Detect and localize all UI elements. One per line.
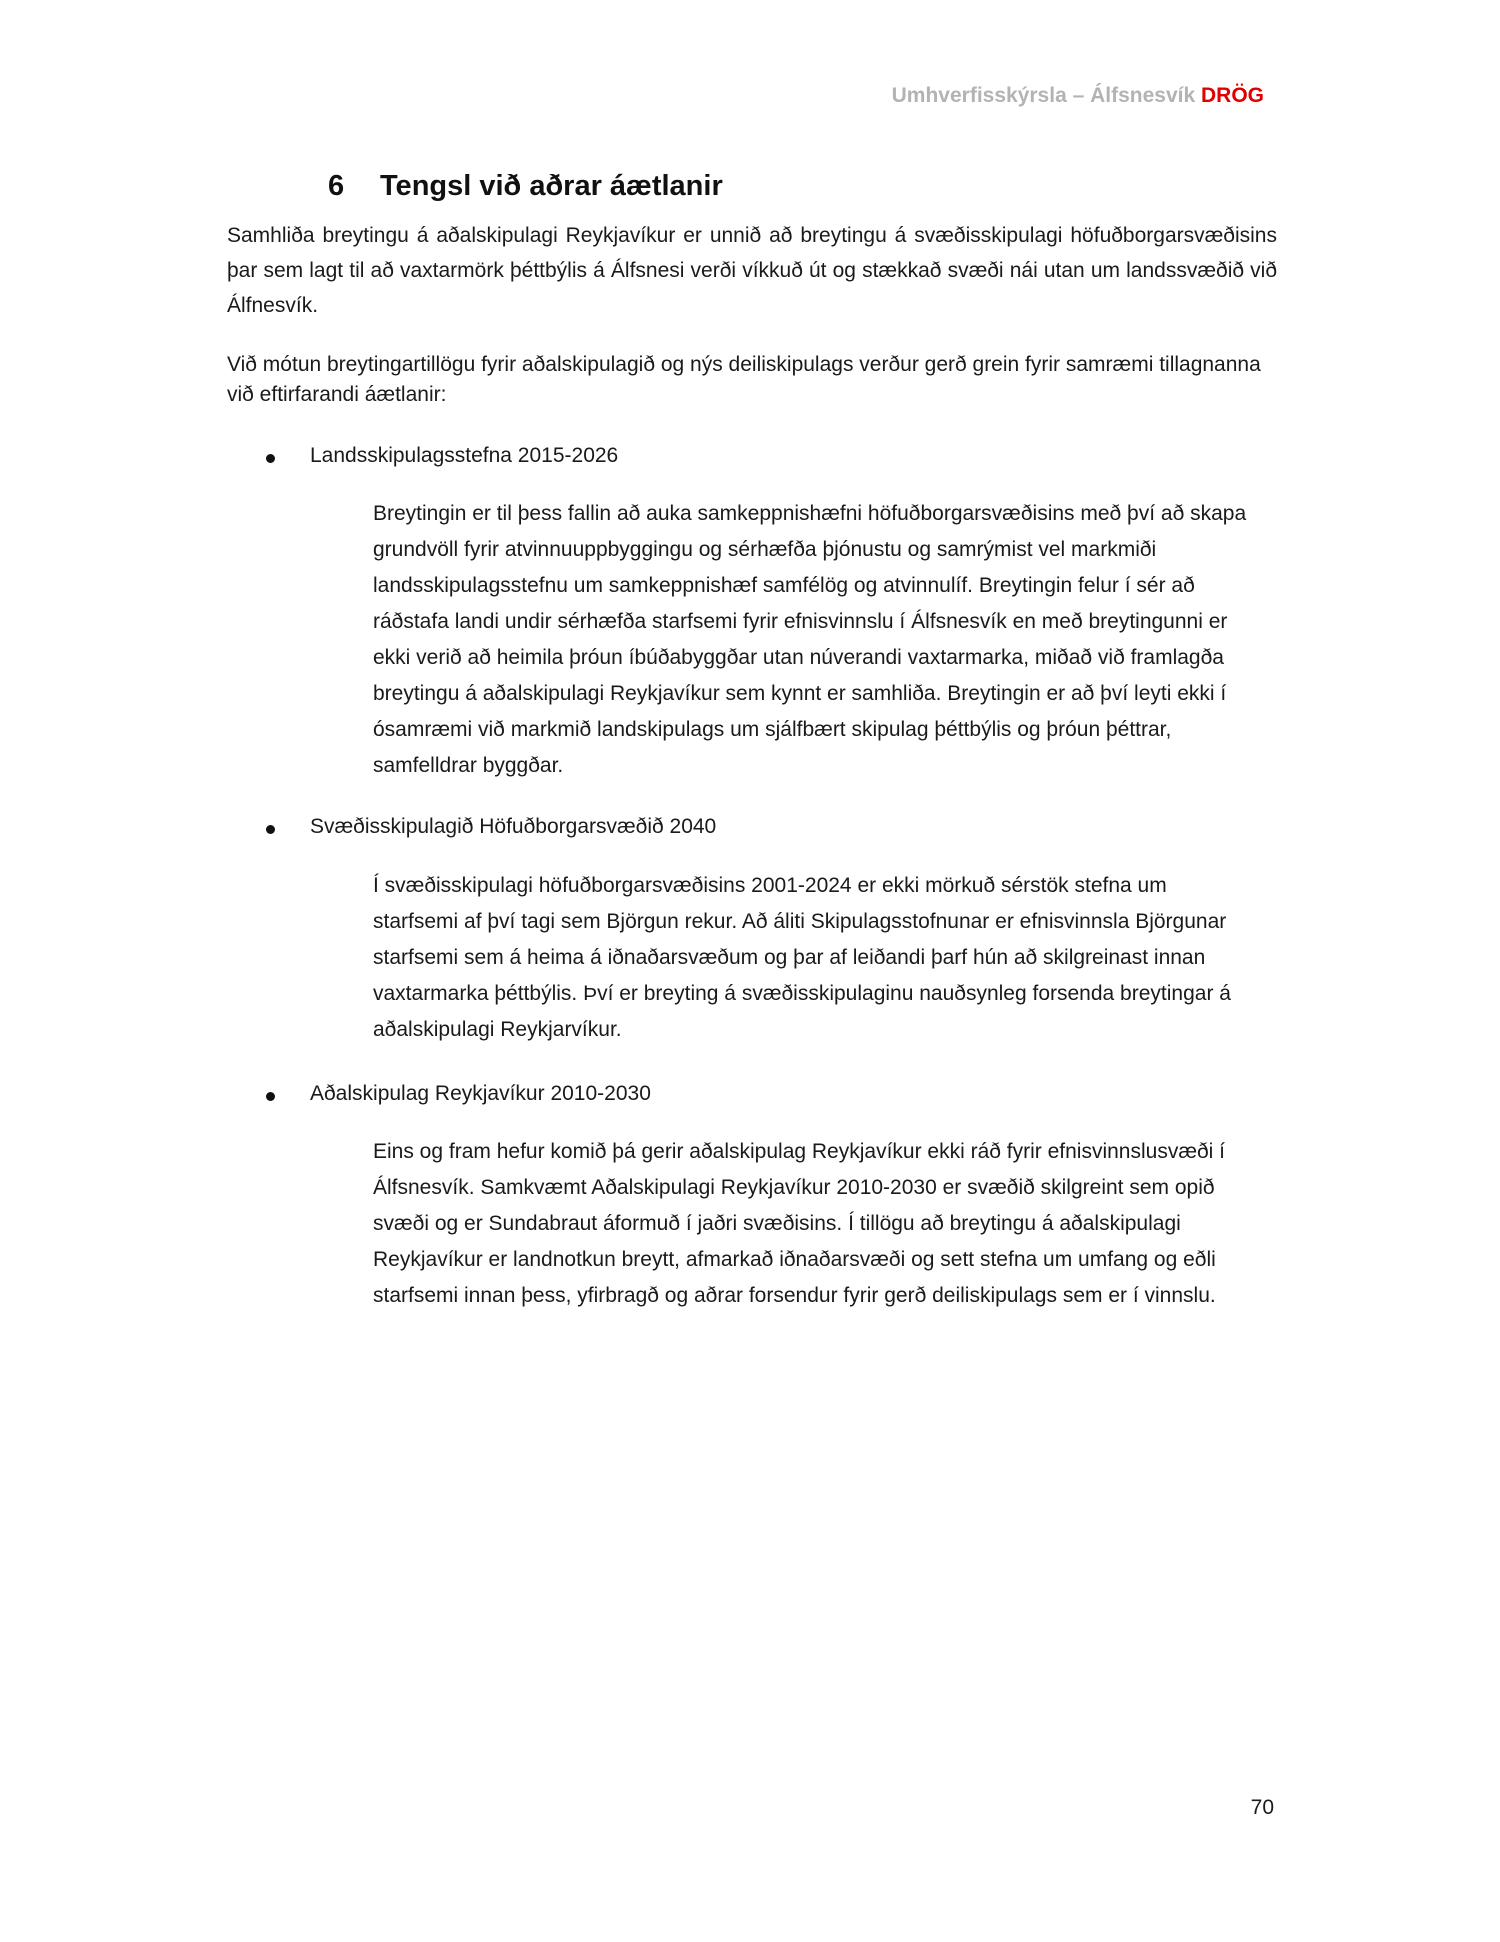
bullet-dot-icon [266, 1092, 275, 1101]
plan-text-2: Í svæðisskipulagi höfuðborgarsvæðisins 2001-2024 er ekki mörkuð sérstök stefna um starfsemi af því tagi sem Björgun rekur. Að áliti Skipulagsstofnunar er efnisvinnsla Björgunar starfsemi sem á heima á iðnaðarsvæðum og þar af leiðandi þarf hún að skilgreinast innan vaxtarmarka þéttbýlis. Því er breyting á svæðisskipulaginu nauðsynleg forsenda breytingar á aðalskipulagi Reykjarvíkur. [373, 874, 1231, 1041]
section-title: Tengsl við aðrar áætlanir [380, 170, 723, 202]
draft-label: DRÖG [1201, 84, 1264, 107]
page-number: 70 [1250, 1796, 1274, 1819]
plan-text-1: Breytingin er til þess fallin að auka samkeppnishæfni höfuðborgarsvæðisins með því að skapa grundvöll fyrir atvinnuuppbyggingu og sérhæfða þjónustu og samrýmist vel markmiði landsskipulagsstefnu um samkeppnishæf samfélög og atvinnulíf. Breytingin felur í sér að ráðstafa landi undir sérhæfða starfsemi fyrir efnisvinnslu í Álfsnesvík en með breytingunni er ekki verið að heimila þróun íbúðabyggðar utan núverandi vaxtarmarka, miðað við framlagða breytingu á aðalskipulagi Reykjavíkur sem kynnt er samhliða. Breytingin er að því leyti ekki í ósamræmi við markmið landskipulags um sjálfbært skipulag þéttbýlis og þróun þéttrar, samfelldrar byggðar. [373, 502, 1247, 777]
section-heading [328, 170, 723, 203]
plan-text-3: Eins og fram hefur komið þá gerir aðalskipulag Reykjavíkur ekki ráð fyrir efnisvinnslusvæði í Álfsnesvík. Samkvæmt Aðalskipulagi Reykjavíkur 2010-2030 er svæðið skilgreint sem opið svæði og er Sundabraut áformuð í jaðri svæðisins. Í tillögu að breytingu á aðalskipulagi Reykjavíkur er landnotkun breytt, afmarkað iðnaðarsvæði og sett stefna um umfang og eðli starfsemi innan þess, yfirbragð og aðrar forsendur fyrir gerð deiliskipulags sem er í vinnslu. [373, 1140, 1226, 1307]
bullet-dot-icon [266, 825, 275, 834]
plan-title-1: Landsskipulagsstefna 2015-2026 [310, 444, 619, 467]
intro-paragraph-1: Samhliða breytingu á aðalskipulagi Reykjavíkur er unnið að breytingu á svæðisskipulagi höfuðborgarsvæðisins þar sem lagt til að vaxtarmörk þéttbýlis á Álfsnesi verði víkkuð út og stækkað svæði nái utan um landssvæðið við Álfnesvík. [227, 224, 1277, 317]
intro-paragraph-2: Við mótun breytingartillögu fyrir aðalskipulagið og nýs deiliskipulags verður gerð grein fyrir samræmi tillagnanna við eftirfarandi áætlanir: [227, 353, 1261, 406]
section-number: 6 [328, 170, 345, 202]
plan-title-2: Svæðisskipulagið Höfuðborgarsvæðið 2040 [310, 815, 717, 838]
plan-title-3: Aðalskipulag Reykjavíkur 2010-2030 [310, 1082, 651, 1105]
bullet-dot-icon [266, 454, 275, 463]
document-title: Umhverfisskýrsla – Álfsnesvík [891, 84, 1196, 107]
running-header [892, 84, 1264, 108]
